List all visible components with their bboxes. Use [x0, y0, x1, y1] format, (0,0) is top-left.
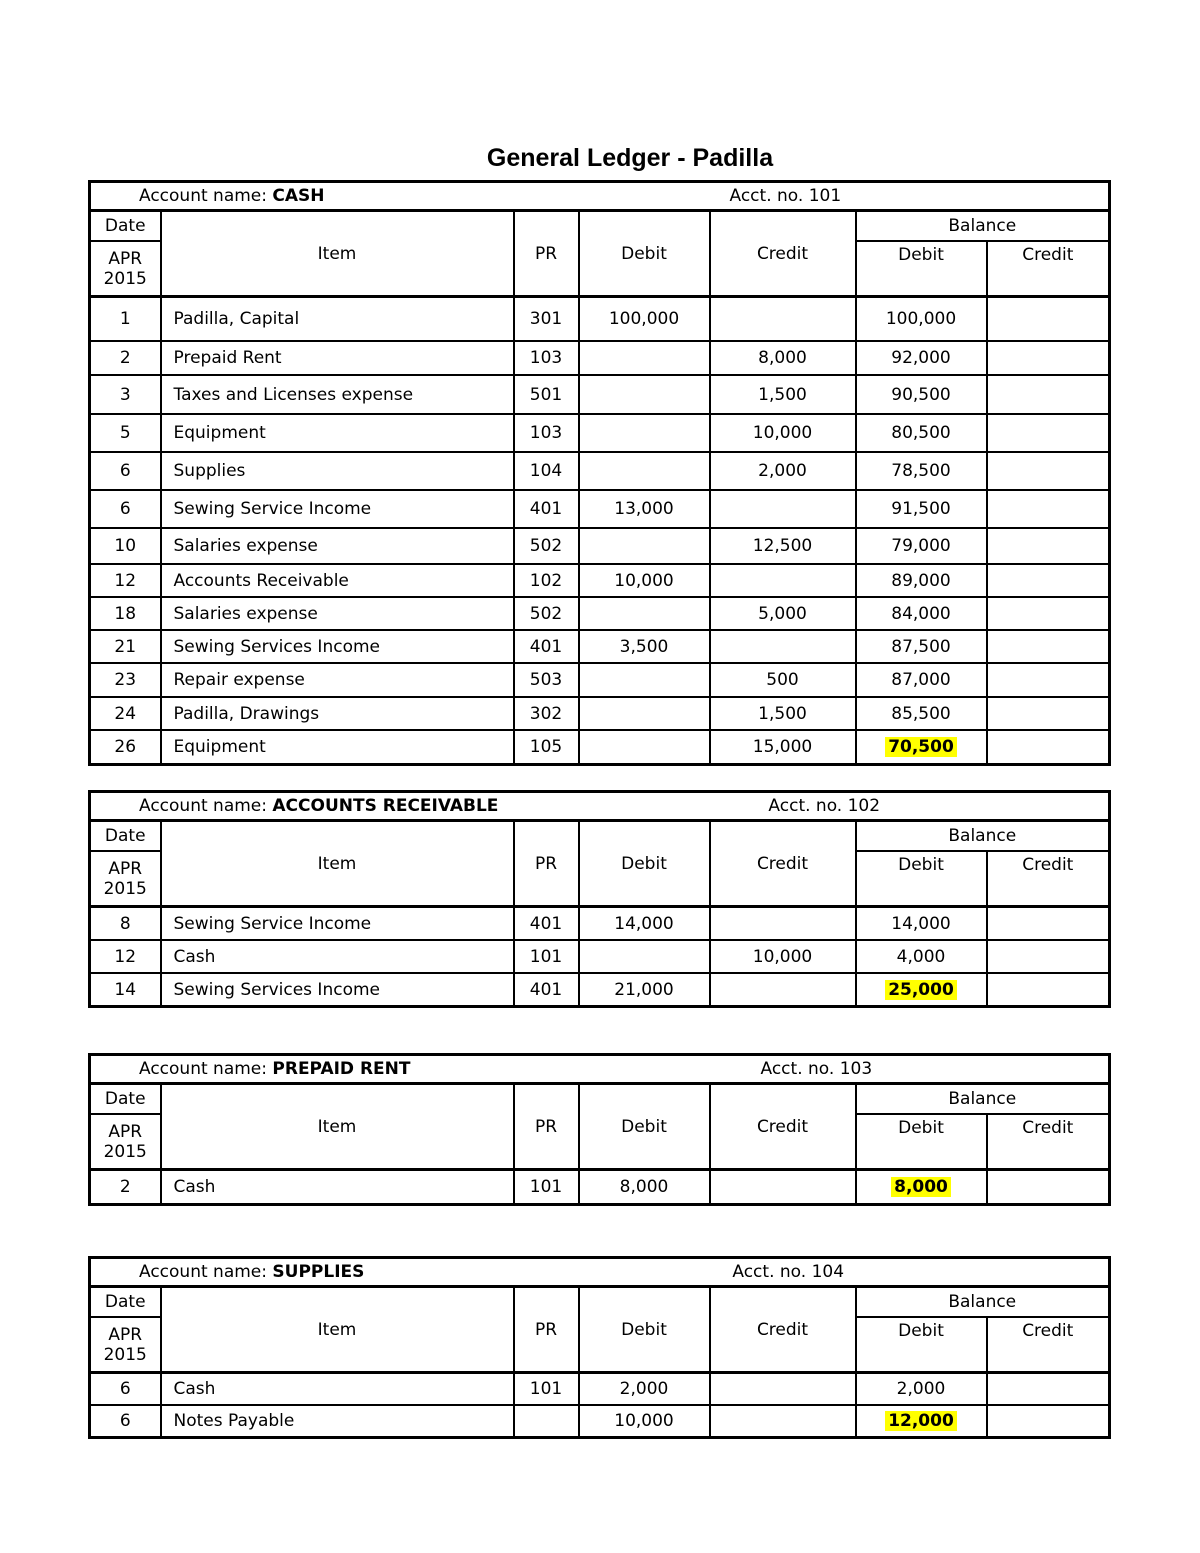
ledger-row — [90, 341, 1110, 375]
ledger-row — [90, 414, 1110, 452]
date-period — [90, 1114, 161, 1170]
row-balance-debit: 87,000 — [856, 663, 987, 697]
ledger-row — [90, 630, 1110, 663]
account-name-value: CASH — [272, 186, 325, 206]
row-balance-credit — [987, 940, 1110, 973]
row-debit: 10,000 — [579, 564, 710, 597]
account-number-value: 104 — [811, 1262, 845, 1282]
period-year: 2015 — [103, 268, 147, 289]
account-name-label: Account name: — [139, 796, 273, 816]
ledger-row — [90, 528, 1110, 564]
row-balance-credit — [987, 528, 1110, 564]
row-date: 2 — [90, 341, 161, 375]
row-item: Sewing Service Income — [161, 490, 514, 528]
row-date: 5 — [90, 414, 161, 452]
account-name-value: SUPPLIES — [272, 1262, 365, 1282]
balance-credit-header: Credit — [987, 1317, 1110, 1373]
row-date: 3 — [90, 375, 161, 414]
credit-header: Credit — [710, 1287, 856, 1373]
account-name — [91, 1262, 364, 1282]
row-pr: 502 — [514, 597, 579, 630]
row-credit: 1,500 — [710, 697, 856, 730]
item-header: Item — [161, 1287, 514, 1373]
balance-credit-header: Credit — [987, 851, 1110, 907]
ledger-row — [90, 564, 1110, 597]
row-debit: 13,000 — [579, 490, 710, 528]
date-header: Date — [90, 1084, 161, 1115]
row-item: Supplies — [161, 452, 514, 490]
debit-header: Debit — [579, 821, 710, 907]
row-pr: 401 — [514, 490, 579, 528]
row-credit: 10,000 — [710, 414, 856, 452]
row-pr: 103 — [514, 341, 579, 375]
account-name-value: PREPAID RENT — [272, 1059, 411, 1079]
row-credit — [710, 490, 856, 528]
row-debit — [579, 414, 710, 452]
row-balance-credit — [987, 1170, 1110, 1205]
item-header: Item — [161, 1084, 514, 1170]
ledger-row — [90, 940, 1110, 973]
row-pr: 105 — [514, 730, 579, 765]
ledger-table-104 — [88, 1256, 1111, 1439]
row-item: Sewing Services Income — [161, 973, 514, 1007]
ledger-row — [90, 375, 1110, 414]
row-date: 2 — [90, 1170, 161, 1205]
row-pr — [514, 1405, 579, 1438]
row-debit: 21,000 — [579, 973, 710, 1007]
account-number-value: 103 — [839, 1059, 873, 1079]
row-balance-credit — [987, 375, 1110, 414]
row-balance-credit — [987, 730, 1110, 765]
row-balance-debit: 100,000 — [856, 297, 987, 342]
row-debit — [579, 663, 710, 697]
page-title: General Ledger - Padilla — [486, 144, 774, 172]
row-balance-credit — [987, 452, 1110, 490]
ending-balance-highlight: 12,000 — [885, 1411, 957, 1431]
ending-balance-highlight: 70,500 — [885, 737, 957, 757]
account-name-value: ACCOUNTS RECEIVABLE — [272, 796, 499, 816]
row-credit: 2,000 — [710, 452, 856, 490]
row-credit: 1,500 — [710, 375, 856, 414]
date-period — [90, 1317, 161, 1373]
pr-header: PR — [514, 1287, 579, 1373]
row-pr: 101 — [514, 1170, 579, 1205]
period-month: APR — [108, 1121, 143, 1142]
ledger-row — [90, 452, 1110, 490]
row-credit — [710, 973, 856, 1007]
row-pr: 101 — [514, 1373, 579, 1406]
row-date: 14 — [90, 973, 161, 1007]
row-balance-debit: 79,000 — [856, 528, 987, 564]
row-item: Sewing Services Income — [161, 630, 514, 663]
row-debit — [579, 597, 710, 630]
row-date: 1 — [90, 297, 161, 342]
row-pr: 302 — [514, 697, 579, 730]
row-item: Sewing Service Income — [161, 907, 514, 941]
row-balance-debit: 89,000 — [856, 564, 987, 597]
account-number-label: Acct. no. — [729, 186, 809, 206]
column-header-row — [90, 1287, 1110, 1318]
period-year: 2015 — [103, 1141, 147, 1162]
column-header-row — [90, 821, 1110, 852]
balance-debit-header: Debit — [856, 1114, 987, 1170]
row-debit: 14,000 — [579, 907, 710, 941]
row-date: 18 — [90, 597, 161, 630]
pr-header: PR — [514, 1084, 579, 1170]
period-month: APR — [108, 248, 143, 269]
credit-header: Credit — [710, 1084, 856, 1170]
ledger-row — [90, 297, 1110, 342]
row-balance-credit — [987, 907, 1110, 941]
row-pr: 502 — [514, 528, 579, 564]
row-item: Salaries expense — [161, 528, 514, 564]
ledger-row — [90, 907, 1110, 941]
row-debit: 2,000 — [579, 1373, 710, 1406]
account-name-label: Account name: — [139, 1262, 273, 1282]
row-credit: 10,000 — [710, 940, 856, 973]
row-pr: 503 — [514, 663, 579, 697]
row-date: 10 — [90, 528, 161, 564]
row-date: 8 — [90, 907, 161, 941]
row-balance-debit: 91,500 — [856, 490, 987, 528]
row-balance-credit — [987, 297, 1110, 342]
row-pr: 104 — [514, 452, 579, 490]
balance-debit-header: Debit — [856, 851, 987, 907]
row-item: Equipment — [161, 414, 514, 452]
row-debit — [579, 940, 710, 973]
row-credit — [710, 1373, 856, 1406]
row-date: 24 — [90, 697, 161, 730]
row-credit — [710, 1405, 856, 1438]
row-date: 6 — [90, 1373, 161, 1406]
account-number — [364, 1262, 844, 1282]
row-date: 23 — [90, 663, 161, 697]
row-item: Notes Payable — [161, 1405, 514, 1438]
row-balance-debit: 92,000 — [856, 341, 987, 375]
row-balance-debit: 4,000 — [856, 940, 987, 973]
row-balance-debit: 84,000 — [856, 597, 987, 630]
row-balance-credit — [987, 564, 1110, 597]
row-credit: 5,000 — [710, 597, 856, 630]
row-balance-debit — [856, 973, 987, 1007]
row-balance-debit: 80,500 — [856, 414, 987, 452]
pr-header: PR — [514, 821, 579, 907]
date-period — [90, 241, 161, 297]
account-number-label: Acct. no. — [732, 1262, 812, 1282]
account-header-row — [90, 182, 1110, 211]
row-item: Cash — [161, 1170, 514, 1205]
row-credit — [710, 564, 856, 597]
account-name-label: Account name: — [139, 186, 273, 206]
ledger-row — [90, 1170, 1110, 1205]
balance-header: Balance — [856, 1287, 1110, 1318]
row-credit — [710, 907, 856, 941]
account-header-row — [90, 1258, 1110, 1287]
account-number-label: Acct. no. — [768, 796, 848, 816]
balance-header: Balance — [856, 211, 1110, 242]
row-balance-credit — [987, 973, 1110, 1007]
period-year: 2015 — [103, 1344, 147, 1365]
row-date: 12 — [90, 940, 161, 973]
row-item: Accounts Receivable — [161, 564, 514, 597]
row-debit — [579, 730, 710, 765]
row-pr: 401 — [514, 973, 579, 1007]
period-year: 2015 — [103, 878, 147, 899]
row-credit: 500 — [710, 663, 856, 697]
row-debit: 8,000 — [579, 1170, 710, 1205]
row-credit — [710, 1170, 856, 1205]
debit-header: Debit — [579, 1084, 710, 1170]
ledger-table-102 — [88, 790, 1111, 1008]
account-name-label: Account name: — [139, 1059, 273, 1079]
date-header: Date — [90, 1287, 161, 1318]
balance-credit-header: Credit — [987, 1114, 1110, 1170]
item-header: Item — [161, 211, 514, 297]
row-debit — [579, 341, 710, 375]
date-header: Date — [90, 211, 161, 242]
row-pr: 103 — [514, 414, 579, 452]
row-balance-credit — [987, 490, 1110, 528]
row-date: 12 — [90, 564, 161, 597]
row-item: Padilla, Capital — [161, 297, 514, 342]
balance-debit-header: Debit — [856, 241, 987, 297]
row-item: Padilla, Drawings — [161, 697, 514, 730]
account-number-label: Acct. no. — [760, 1059, 840, 1079]
date-header: Date — [90, 821, 161, 852]
row-balance-debit: 87,500 — [856, 630, 987, 663]
row-date: 21 — [90, 630, 161, 663]
pr-header: PR — [514, 211, 579, 297]
row-item: Cash — [161, 1373, 514, 1406]
row-credit: 8,000 — [710, 341, 856, 375]
account-number — [498, 796, 880, 816]
ledger-row — [90, 1373, 1110, 1406]
balance-debit-header: Debit — [856, 1317, 987, 1373]
row-item: Salaries expense — [161, 597, 514, 630]
row-balance-debit: 2,000 — [856, 1373, 987, 1406]
row-date: 6 — [90, 452, 161, 490]
ledger-row — [90, 1405, 1110, 1438]
row-pr: 401 — [514, 630, 579, 663]
row-debit — [579, 375, 710, 414]
account-header-row — [90, 1055, 1110, 1084]
row-item: Equipment — [161, 730, 514, 765]
row-balance-credit — [987, 697, 1110, 730]
period-month: APR — [108, 1324, 143, 1345]
row-balance-debit: 78,500 — [856, 452, 987, 490]
credit-header: Credit — [710, 211, 856, 297]
row-item: Prepaid Rent — [161, 341, 514, 375]
debit-header: Debit — [579, 211, 710, 297]
row-balance-credit — [987, 663, 1110, 697]
account-name — [91, 1059, 411, 1079]
row-pr: 102 — [514, 564, 579, 597]
row-pr: 401 — [514, 907, 579, 941]
account-number — [325, 186, 842, 206]
row-balance-debit: 90,500 — [856, 375, 987, 414]
row-pr: 101 — [514, 940, 579, 973]
row-credit — [710, 297, 856, 342]
item-header: Item — [161, 821, 514, 907]
row-debit — [579, 528, 710, 564]
row-debit: 10,000 — [579, 1405, 710, 1438]
account-header-row — [90, 792, 1110, 821]
row-item: Taxes and Licenses expense — [161, 375, 514, 414]
ledger-row — [90, 730, 1110, 765]
column-header-row — [90, 211, 1110, 242]
column-header-row — [90, 1084, 1110, 1115]
row-balance-debit: 85,500 — [856, 697, 987, 730]
row-balance-debit — [856, 730, 987, 765]
account-number-value: 102 — [847, 796, 881, 816]
row-balance-credit — [987, 1405, 1110, 1438]
row-pr: 501 — [514, 375, 579, 414]
row-balance-debit: 14,000 — [856, 907, 987, 941]
row-balance-credit — [987, 341, 1110, 375]
account-name — [91, 186, 325, 206]
row-balance-credit — [987, 414, 1110, 452]
ledger-table-103 — [88, 1053, 1111, 1206]
date-period — [90, 851, 161, 907]
row-credit — [710, 630, 856, 663]
row-balance-debit — [856, 1405, 987, 1438]
ledger-row — [90, 490, 1110, 528]
row-credit: 15,000 — [710, 730, 856, 765]
balance-header: Balance — [856, 821, 1110, 852]
ending-balance-highlight: 8,000 — [891, 1177, 951, 1197]
ledger-table-101 — [88, 180, 1111, 766]
ledger-row — [90, 973, 1110, 1007]
row-date: 6 — [90, 490, 161, 528]
row-balance-credit — [987, 630, 1110, 663]
row-date: 6 — [90, 1405, 161, 1438]
ledger-row — [90, 597, 1110, 630]
row-debit — [579, 452, 710, 490]
account-number — [411, 1059, 873, 1079]
account-name — [91, 796, 498, 816]
row-debit: 100,000 — [579, 297, 710, 342]
ending-balance-highlight: 25,000 — [885, 980, 957, 1000]
row-balance-debit — [856, 1170, 987, 1205]
row-item: Cash — [161, 940, 514, 973]
row-pr: 301 — [514, 297, 579, 342]
ledger-row — [90, 663, 1110, 697]
debit-header: Debit — [579, 1287, 710, 1373]
row-date: 26 — [90, 730, 161, 765]
row-item: Repair expense — [161, 663, 514, 697]
row-balance-credit — [987, 597, 1110, 630]
row-balance-credit — [987, 1373, 1110, 1406]
row-debit — [579, 697, 710, 730]
ledger-row — [90, 697, 1110, 730]
credit-header: Credit — [710, 821, 856, 907]
balance-credit-header: Credit — [987, 241, 1110, 297]
balance-header: Balance — [856, 1084, 1110, 1115]
period-month: APR — [108, 858, 143, 879]
account-number-value: 101 — [808, 186, 842, 206]
row-debit: 3,500 — [579, 630, 710, 663]
row-credit: 12,500 — [710, 528, 856, 564]
